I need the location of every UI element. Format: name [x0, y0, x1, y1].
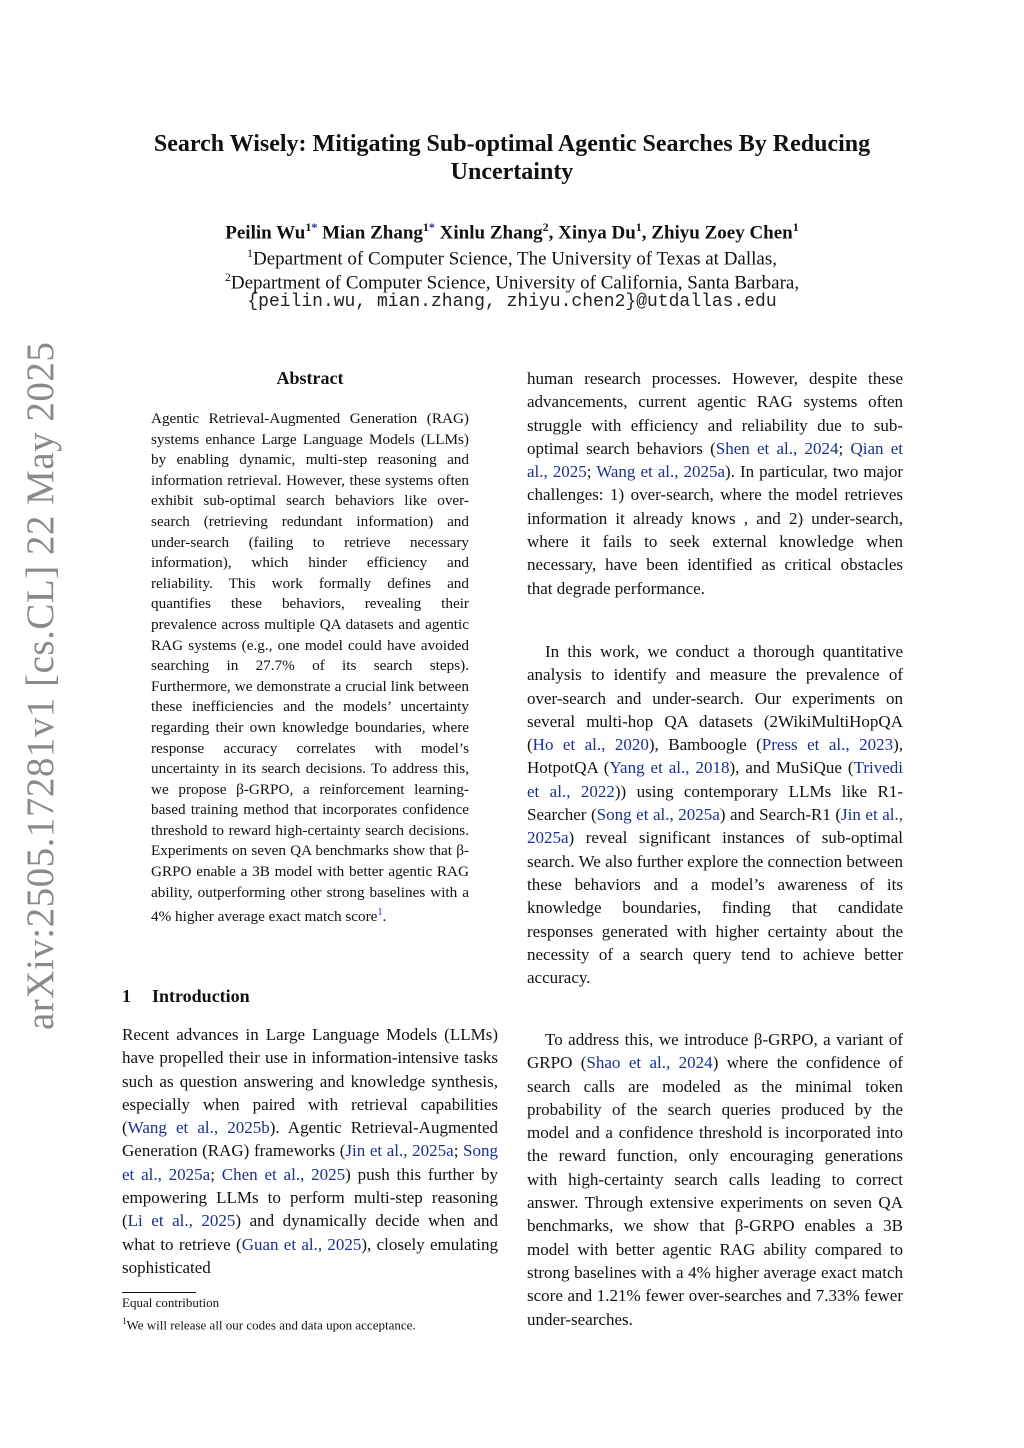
paragraph-text: ), closely emulating sophisticated [122, 1234, 498, 1277]
footnote-1 [122, 1312, 416, 1334]
citation-link[interactable]: Shen et al., 2024 [715, 438, 839, 458]
citation-link[interactable]: Song et al., 2025a [122, 1141, 498, 1184]
author-name: Peilin Wu [225, 222, 306, 244]
abstract-body [151, 409, 469, 928]
paragraph-text: ) reveal significant instances of sub-optimal search. We also further explore the connection between these behaviors and a model’s awareness of its knowledge boundaries, finding that candidate responses generated with higher certainty about the necessity of a search query tend to achieve better accuracy. [527, 828, 903, 988]
paragraph-text: ; [586, 462, 597, 482]
author-name: Zhiyu Zoey Chen [651, 222, 793, 244]
footnote-equal-contribution: Equal contribution [122, 1295, 220, 1310]
abstract-text: Agentic Retrieval-Augmented Generation (RAG) systems enhance Large Language Models (LLMs) by enabling dynamic, multi-step reasoning and information retrieval. However, these systems often exhibit sub-optimal search behaviors like over-search (retrieving redundant information) and under-search (failing to retrieve necessary information), which hinder efficiency and reliability. This work formally defines and quantifies these behaviors, revealing their prevalence across multiple QA datasets and agentic RAG systems (e.g., one model could have avoided searching in 27.7% of its search steps). Furthermore, we demonstrate a crucial link between these inefficiencies and the models’ uncertainty regarding their own knowledge boundaries, where response accuracy correlates with model’s uncertainty in its search decisions. To address this, we propose β-GRPO, a reinforcement learning-based training method that incorporates confidence threshold to reward high-certainty search decisions. Experiments on seven QA benchmarks show that β-GRPO enable a 3B model with better agentic RAG ability, outperforming other strong baselines with a 4% higher average exact match score [151, 410, 469, 926]
arxiv-stamp: arXiv:2505.17281v1 [cs.CL] 22 May 2025 [19, 341, 62, 1030]
author-name: Mian Zhang [322, 222, 423, 244]
citation-link[interactable]: Trivedi et al., 2022 [527, 758, 904, 801]
citation-link[interactable]: Qian et al., 2025 [527, 438, 903, 482]
citation-link[interactable]: Jin et al., 2025a [345, 1141, 454, 1161]
paragraph-text: ), HotpotQA ( [527, 735, 903, 778]
paragraph-text: ) push this further by empowering LLMs to perform multi-step reasoning ( [122, 1164, 498, 1231]
paragraph-text: ). Agentic Retrieval-Augmented Generation (RAG) frameworks ( [122, 1118, 498, 1161]
abstract-heading: Abstract [276, 368, 344, 388]
author-affiliation-sup: 2 [542, 220, 549, 234]
citation-link[interactable]: Shao et al., 2024 [586, 1053, 713, 1073]
author-email[interactable]: {peilin.wu, mian.zhang, zhiyu.chen2}@utdallas.edu [247, 292, 777, 312]
paper-title [100, 130, 924, 186]
author-affiliation-sup: 1 [792, 220, 799, 234]
author-name: Xinlu Zhang [439, 222, 543, 244]
citation-link[interactable]: Yang et al., 2018 [609, 758, 730, 778]
paragraph-text: ) where the confidence of search calls are modeled as the minimal token probability of the search queries produced by the model and a confidence threshold is incorporated into the reward function, only encouraging generations with high-certainty search calls leading to correct answer. Through extensive experiments on seven QA benchmarks, we show that β-GRPO enables a 3B model with better agentic RAG ability compared to strong baselines with a 4% higher average exact match score and 1.21% fewer over-searches and 7.33% fewer under-searches. [527, 1053, 903, 1329]
citation-link[interactable]: Jin et al., 2025a [527, 805, 903, 848]
paragraph-text: ). In particular, two major challenges: 1) over-search, where the model retrieves information it already knows , and 2) under-search, where it fails to seek external knowledge when necessary, have been identified as critical obstacles that degrade performance. [527, 462, 903, 598]
equal-contribution-mark[interactable]: * [428, 220, 435, 234]
author-separator: , [641, 222, 652, 244]
citation-link[interactable]: Ho et al., 2020 [532, 735, 649, 755]
intro-paragraph-2 [527, 640, 903, 989]
affiliation-1-sup: 1 [246, 246, 253, 260]
paragraph-text: Recent advances in Large Language Models (LLMs) have propelled their use in information-intensive tasks such as question answering and knowledge synthesis, especially when paired with retrieval capabilities ( [122, 1025, 498, 1138]
author-name: Xinya Du [558, 222, 636, 244]
citation-link[interactable]: Wang et al., 2025b [127, 1118, 270, 1138]
citation-link[interactable]: Li et al., 2025 [127, 1211, 236, 1231]
title-line-1: Search Wisely: Mitigating Sub-optimal Agentic Searches By Reducing [153, 131, 871, 157]
affiliation-2 [100, 265, 924, 295]
title-line-2: Uncertainty [450, 159, 574, 185]
equal-contribution-mark[interactable]: * [311, 220, 318, 234]
author-affiliation-sup: 1 [422, 220, 429, 234]
footnote-1-text: We will release all our codes and data upon acceptance. [126, 1317, 416, 1333]
citation-link[interactable]: Guan et al., 2025 [241, 1234, 362, 1254]
paragraph-text: In this work, we conduct a thorough quantitative analysis to identify and measure the prevalence of over-search and under-search. Our experiments on several multi-hop QA datasets (2WikiMultiHopQA ( [527, 642, 903, 755]
paragraph-text: ; [453, 1141, 464, 1161]
author-affiliation-sup: 1 [635, 220, 642, 234]
paragraph-text: )) using contemporary LLMs like R1-Searcher ( [527, 781, 903, 825]
abstract-end: . [382, 908, 387, 926]
author-separator: , [548, 222, 559, 244]
paragraph-text: ) and Search-R1 ( [719, 805, 842, 825]
paragraph-text: human research processes. However, despite these advancements, current agentic RAG systems often struggle with efficiency and reliability due to sub-optimal search behaviors ( [527, 369, 903, 458]
affiliation-2-text: Department of Computer Science, University of California, Santa Barbara, [230, 272, 800, 294]
section-title: Introduction [152, 986, 250, 1006]
citation-link[interactable]: Chen et al., 2025 [221, 1164, 346, 1184]
affiliation-1-text: Department of Computer Science, The University of Texas at Dallas, [252, 248, 777, 270]
footnote-1-mark: 1 [122, 1316, 127, 1326]
paragraph-text: ), and MuSiQue ( [729, 758, 854, 778]
paragraph-text: To address this, we introduce β-GRPO, a variant of GRPO ( [527, 1030, 903, 1073]
intro-paragraph-3 [527, 1028, 903, 1331]
paragraph-text: ; [210, 1164, 222, 1184]
paragraph-text: ), Bamboogle ( [648, 735, 762, 755]
affiliation-2-sup: 2 [224, 270, 231, 284]
footnote-1-link[interactable]: 1 [377, 907, 383, 919]
section-number: 1 [122, 986, 131, 1006]
citation-link[interactable]: Wang et al., 2025a [596, 462, 726, 482]
intro-paragraph-1-continued [527, 367, 903, 600]
author-affiliation-sup: 1 [305, 220, 312, 234]
paragraph-text: ; [838, 438, 851, 458]
section-heading-introduction [122, 986, 250, 1007]
paragraph-text: ) and dynamically decide when and what to retrieve ( [122, 1211, 498, 1254]
citation-link[interactable]: Song et al., 2025a [596, 805, 720, 825]
footnote-rule [122, 1292, 196, 1293]
citation-link[interactable]: Press et al., 2023 [761, 735, 894, 755]
intro-paragraph-1 [122, 1023, 498, 1279]
